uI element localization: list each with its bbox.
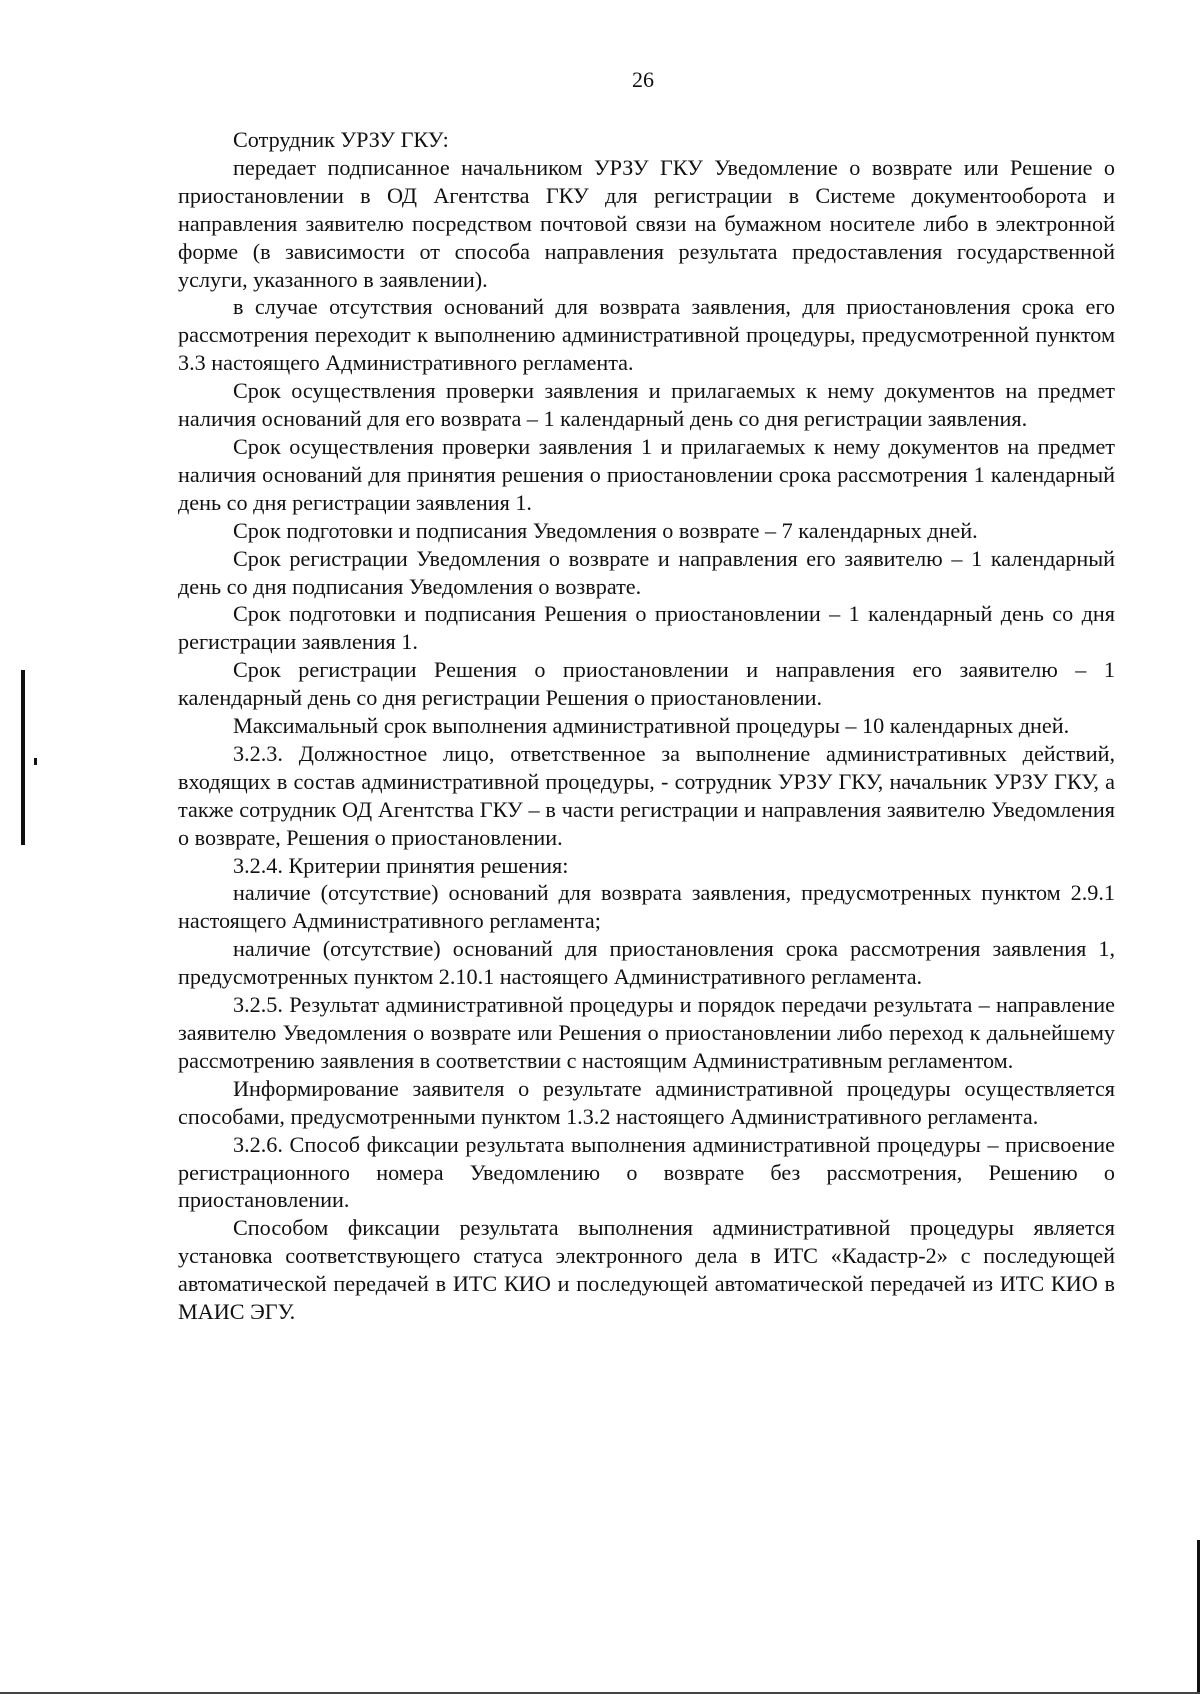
margin-bar — [21, 670, 25, 845]
paragraph: Срок регистрации Уведомления о возврате и направления его заявителю – 1 календарный день со дня подписания Уведомления о возврате. — [178, 545, 1115, 599]
paragraph: Способом фиксации результата выполнения административной процедуры является установка соответствующего статуса электронного дела в ИТС «Кадастр-2» с последующей автоматической передачей в ИТС КИО и последующей автоматической передачей из ИТС КИО в МАИС ЭГУ. — [178, 1215, 1115, 1325]
page-number: 26 — [632, 67, 654, 92]
paragraph: 3.2.3. Должностное лицо, ответственное за выполнение административных действий, входящих в состав административной процедуры, - сотрудник УРЗУ ГКУ, начальник УРЗУ ГКУ, а также сотрудник ОД Агентства ГКУ – в части регистрации и направления заявителю Уведомления о возврате, Решения о приостановлении. — [178, 740, 1115, 850]
paragraph: Сотрудник УРЗУ ГКУ: — [233, 127, 449, 152]
paragraph: передает подписанное начальником УРЗУ ГКУ Уведомление о возврате или Решение о приостановлении в ОД Агентства ГКУ для регистрации в Системе документооборота и направления заявителю посредством почтовой связи на бумажном носителе либо в электронной форме (в зависимости от способа направления результата предоставления государственной услуги, указанного в заявлении). — [178, 154, 1115, 292]
paragraph: Максимальный срок выполнения административной процедуры – 10 календарных дней. — [233, 713, 1070, 739]
paragraph: Срок осуществления проверки заявления и прилагаемых к нему документов на предмет наличия оснований для его возврата – 1 календарный день со дня регистрации заявления. — [178, 378, 1115, 432]
paragraph: Срок регистрации Решения о приостановлении и направления его заявителю – 1 календарный день со дня регистрации Решения о приостановлении. — [178, 657, 1115, 711]
paragraph: в случае отсутствия оснований для возврата заявления, для приостановления срока его рассмотрения переходит к выполнению административной процедуры, предусмотренной пунктом 3.3 настоящего Административного регламента. — [178, 294, 1115, 376]
paragraph: Срок подготовки и подписания Решения о приостановлении – 1 календарный день со дня регистрации заявления 1. — [178, 601, 1115, 655]
paragraph: Информирование заявителя о результате административной процедуры осуществляется способами, предусмотренными пунктом 1.3.2 настоящего Административного регламента. — [178, 1075, 1115, 1129]
paragraph: 3.2.6. Способ фиксации результата выполнения административной процедуры – присвоение регистрационного номера Уведомлению о возврате без рассмотрения, Решению о приостановлении. — [178, 1131, 1115, 1213]
margin-dot — [34, 758, 37, 765]
paragraph: 3.2.4. Критерии принятия решения: — [233, 852, 569, 878]
paragraph: Срок подготовки и подписания Уведомления о возврате – 7 календарных дней. — [233, 517, 978, 543]
paragraph: наличие (отсутствие) оснований для возврата заявления, предусмотренных пунктом 2.9.1 настоящего Административного регламента; — [178, 880, 1115, 934]
paragraph: наличие (отсутствие) оснований для приостановления срока рассмотрения заявления 1, предусмотренных пунктом 2.10.1 настоящего Административного регламента. — [178, 936, 1115, 990]
paragraph: Срок осуществления проверки заявления 1 и прилагаемых к нему документов на предмет наличия оснований для принятия решения о приостановлении срока рассмотрения 1 календарный день со дня регистрации заявления 1. — [178, 433, 1115, 515]
document-body — [178, 126, 1115, 1326]
paragraph: 3.2.5. Результат административной процедуры и порядок передачи результата – направление заявителю Уведомления о возврате или Решения о приостановлении либо переход к дальнейшему рассмотрению заявления в соответствии с настоящим Административным регламентом. — [178, 992, 1115, 1073]
